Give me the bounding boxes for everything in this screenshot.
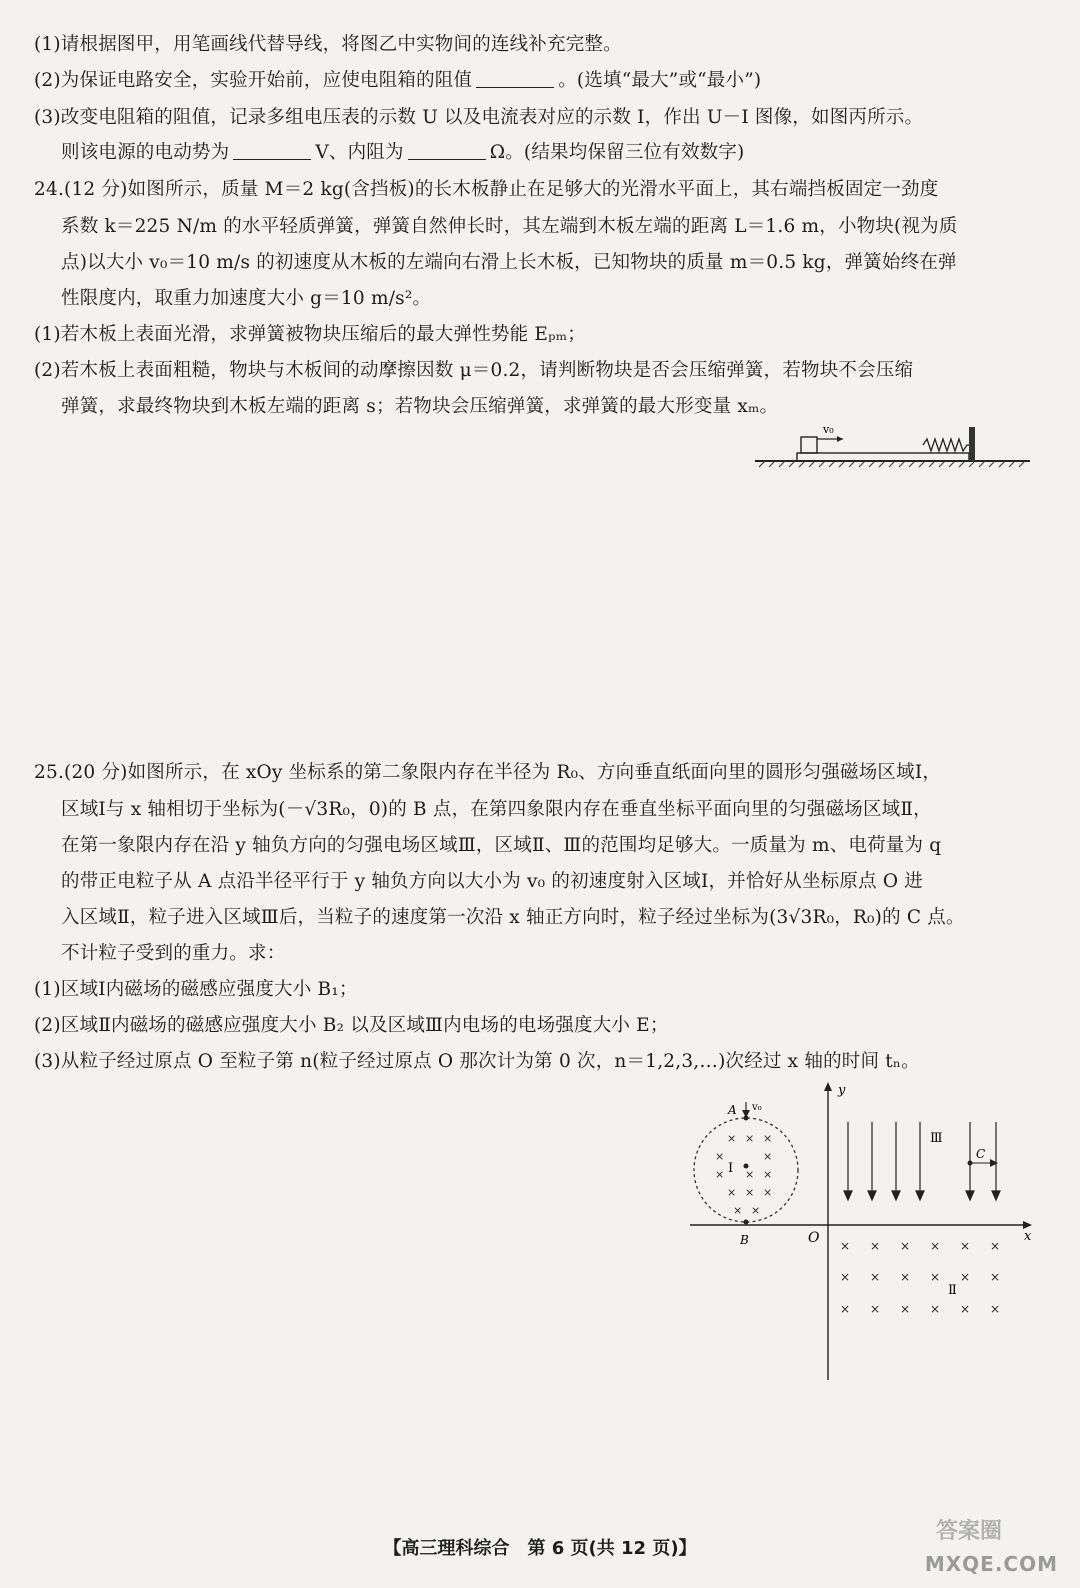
point-a-label: A (728, 1103, 737, 1117)
q25-figure (690, 1080, 1050, 1385)
q25-part3: (3)从粒子经过原点 O 至粒子第 n(粒子经过原点 O 那次计为第 0 次，n＝1,2,3,…)次经过 x 轴的时间 tₙ。 (34, 1051, 920, 1072)
watermark-text-bottom: MXQE.COM (924, 1552, 1058, 1576)
q23-part3-post: Ω。(结果均保留三位有效数字) (489, 142, 745, 163)
region-3-label: Ⅲ (930, 1131, 943, 1146)
block (801, 437, 817, 453)
q24-part1: (1)若木板上表面光滑，求弹簧被物块压缩后的最大弹性势能 Eₚₘ； (34, 324, 586, 345)
svg-text:×: × (715, 1150, 725, 1163)
q23-part3-pre: 则该电源的电动势为 (61, 142, 230, 163)
svg-text:×: × (840, 1270, 851, 1284)
svg-text:×: × (960, 1270, 971, 1284)
q24-line-4: 性限度内，取重力加速度大小 g＝10 m/s²。 (61, 288, 432, 309)
svg-text:×: × (990, 1239, 1001, 1253)
svg-text:×: × (715, 1168, 725, 1181)
point-b (744, 1220, 749, 1225)
q24-line-3: 点)以大小 v₀＝10 m/s 的初速度从木板的左端向右滑上长木板，已知物块的质量 m＝0.5 kg，弹簧始终在弹 (61, 252, 957, 273)
svg-text:×: × (930, 1302, 941, 1316)
svg-text:×: × (870, 1239, 881, 1253)
q24-part2-line2: 弹簧，求最终物块到木板左端的距离 s；若物块会压缩弹簧，求弹簧的最大形变量 xₘ。 (61, 396, 779, 417)
v0-label: v₀ (752, 1102, 762, 1113)
svg-text:×: × (745, 1168, 755, 1181)
point-c-label: C (976, 1147, 986, 1161)
answer-blank (408, 141, 486, 160)
region-1-label: Ⅰ (728, 1161, 734, 1176)
origin-label: O (808, 1230, 820, 1246)
svg-text:×: × (727, 1132, 737, 1145)
svg-text:×: × (840, 1239, 851, 1253)
svg-text:×: × (900, 1270, 911, 1284)
baffle (969, 427, 975, 461)
answer-blank (476, 69, 554, 88)
q23-part2-post: 。(选填“最大”或“最小”) (558, 70, 762, 91)
x-axis-label: x (1024, 1229, 1032, 1244)
svg-text:×: × (960, 1239, 971, 1253)
region-1-field-marks (715, 1132, 772, 1217)
q25-part2: (2)区域Ⅱ内磁场的磁感应强度大小 B₂ 以及区域Ⅲ内电场的电场强度大小 E； (34, 1015, 669, 1036)
v0-label: v₀ (823, 423, 834, 436)
svg-text:×: × (763, 1150, 773, 1163)
q23-part2-pre: (2)为保证电路安全，实验开始前，应使电阻箱的阻值 (34, 70, 473, 91)
q25-line-6: 不计粒子受到的重力。求： (61, 943, 286, 964)
svg-text:×: × (840, 1302, 851, 1316)
watermark-text-top: 答案圈 (935, 1519, 1002, 1544)
q23-part3-line1: (3)改变电阻箱的阻值，记录多组电压表的示数 U 以及电流表对应的示数 I，作出 U－I 图像，如图丙所示。 (34, 107, 924, 128)
q25-line-4: 的带正电粒子从 A 点沿半径平行于 y 轴负方向以大小为 v₀ 的初速度射入区域Ⅰ，并恰好从坐标原点 O 进 (61, 871, 924, 892)
svg-text:×: × (763, 1186, 773, 1199)
answer-blank (233, 141, 311, 160)
point-b-label: B (740, 1233, 749, 1247)
spring (923, 439, 969, 451)
q24-line-2: 系数 k＝225 N/m 的水平轻质弹簧，弹簧自然伸长时，其左端到木板左端的距离 L＝1.6 m，小物块(视为质 (61, 216, 958, 237)
q24-line-1: 24.(12 分)如图所示，质量 M＝2 kg(含挡板)的长木板静止在足够大的光滑水平面上，其右端挡板固定一劲度 (34, 179, 939, 200)
q25-line-1: 25.(20 分)如图所示，在 xOy 坐标系的第二象限内存在半径为 R₀、方向垂直纸面向里的圆形匀强磁场区域Ⅰ， (34, 762, 942, 783)
watermark-logo (892, 1508, 1062, 1580)
board (797, 453, 969, 461)
svg-text:×: × (745, 1186, 755, 1199)
q25-part1: (1)区域Ⅰ内磁场的磁感应强度大小 B₁； (34, 979, 358, 1000)
q24-figure (755, 415, 1035, 475)
svg-text:×: × (870, 1302, 881, 1316)
svg-text:×: × (930, 1239, 941, 1253)
svg-text:×: × (727, 1186, 737, 1199)
svg-text:×: × (763, 1168, 773, 1181)
svg-text:×: × (870, 1270, 881, 1284)
y-axis-label: y (838, 1083, 846, 1098)
electric-field-arrows (844, 1122, 1000, 1200)
svg-text:×: × (763, 1132, 773, 1145)
svg-text:×: × (960, 1302, 971, 1316)
svg-text:×: × (733, 1204, 743, 1217)
q23-part2 (34, 66, 761, 92)
q25-line-2: 区域Ⅰ与 x 轴相切于坐标为(－√3R₀，0)的 B 点，在第四象限内存在垂直坐标平面向里的匀强磁场区域Ⅱ， (61, 799, 932, 820)
region-2-field-marks (840, 1239, 1000, 1316)
page-footer: 【高三理科综合 第 6 页(共 12 页)】 (383, 1538, 697, 1559)
svg-text:×: × (745, 1132, 755, 1145)
q23-part3-line2 (61, 138, 744, 164)
region-2-label: Ⅱ (948, 1283, 957, 1298)
q23-part3-mid: V、内阻为 (315, 142, 404, 163)
q25-line-5: 入区域Ⅱ，粒子进入区域Ⅲ后，当粒子的速度第一次沿 x 轴正方向时，粒子经过坐标为(3√3R₀，R₀)的 C 点。 (61, 907, 965, 928)
svg-text:×: × (990, 1270, 1001, 1284)
svg-text:×: × (900, 1302, 911, 1316)
svg-text:×: × (900, 1239, 911, 1253)
svg-text:×: × (751, 1204, 761, 1217)
svg-text:×: × (930, 1270, 941, 1284)
svg-text:×: × (990, 1302, 1001, 1316)
q25-line-3: 在第一象限内存在沿 y 轴负方向的匀强电场区域Ⅲ，区域Ⅱ、Ⅲ的范围均足够大。一质量为 m、电荷量为 q (61, 835, 942, 856)
q24-part2-line1: (2)若木板上表面粗糙，物块与木板间的动摩擦因数 μ＝0.2，请判断物块是否会压缩弹簧，若物块不会压缩 (34, 360, 914, 381)
q23-part1: (1)请根据图甲，用笔画线代替导线，将图乙中实物间的连线补充完整。 (34, 34, 622, 55)
